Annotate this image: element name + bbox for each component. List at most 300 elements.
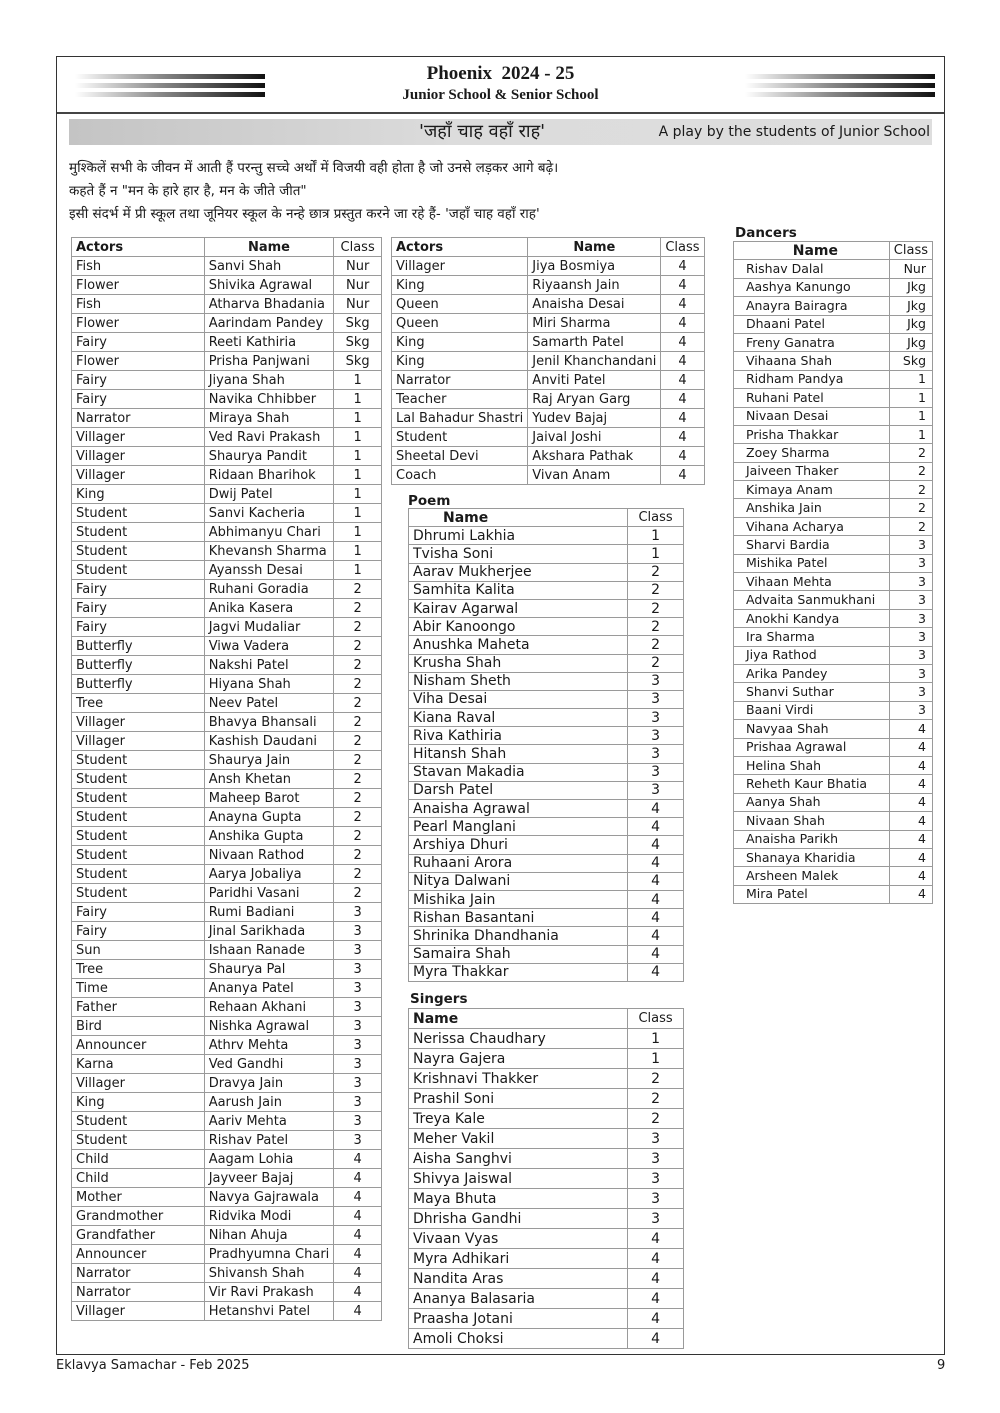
table-row — [409, 1329, 684, 1349]
table-row — [72, 713, 382, 732]
table-cell-col-class: 4 — [334, 1226, 382, 1245]
table-cell-d-class: Jkg — [889, 297, 932, 315]
table-row — [409, 890, 684, 908]
table-row — [734, 481, 933, 499]
table-row — [734, 444, 933, 462]
table-cell-d-name: Nivaan Desai — [734, 407, 890, 425]
table-cell-p-name: Pearl Manglani — [409, 818, 628, 836]
table-row — [409, 618, 684, 636]
table-row — [409, 1269, 684, 1289]
table-cell-p-name: Darsh Patel — [409, 781, 628, 799]
table-cell-p-class: 1 — [628, 545, 684, 563]
table-cell-col-name: Dwij Patel — [204, 485, 334, 504]
column-header-class: Class — [661, 238, 704, 257]
table-row — [72, 770, 382, 789]
table-cell-col-name: Nakshi Patel — [204, 656, 334, 675]
table-cell-col-role: Villager — [72, 1302, 205, 1321]
table-cell-p-name: Arshiya Dhuri — [409, 836, 628, 854]
table-cell-p-class: 2 — [628, 1089, 684, 1109]
table-cell-p-name: Samaira Shah — [409, 945, 628, 963]
table-cell-col-name: Athrv Mehta — [204, 1036, 334, 1055]
table-cell-col-class: 2 — [334, 713, 382, 732]
table-cell-d-class: 4 — [889, 793, 932, 811]
table-cell-col-role: Student — [72, 808, 205, 827]
table-cell-col-name: Jayveer Bajaj — [204, 1169, 334, 1188]
table-row — [409, 854, 684, 872]
table-cell-d-class: 4 — [889, 756, 932, 774]
table-cell-d-name: Shanaya Kharidia — [734, 848, 890, 866]
table-row — [409, 1249, 684, 1269]
table-cell-p-class: 1 — [628, 1049, 684, 1069]
table-cell-col-role: Karna — [72, 1055, 205, 1074]
table-cell-col-class: 1 — [334, 371, 382, 390]
play-title-hindi: 'जहाँ चाह वहाँ राह' — [419, 121, 546, 142]
table-cell-col-class: 2 — [334, 884, 382, 903]
table-row — [72, 1302, 382, 1321]
table-row — [72, 732, 382, 751]
table-cell-p-class: 3 — [628, 1129, 684, 1149]
table-header-row — [409, 1009, 684, 1029]
table-cell-col-role: Student — [72, 504, 205, 523]
table-cell-d-name: Ira Sharma — [734, 628, 890, 646]
table-cell-p-class: 3 — [628, 1189, 684, 1209]
table-cell-p-name: Aisha Sanghvi — [409, 1149, 628, 1169]
table-cell-col-class: Skg — [334, 333, 382, 352]
column-header-class: Class — [334, 238, 382, 257]
table-cell-col-class: 1 — [334, 390, 382, 409]
table-row — [72, 675, 382, 694]
table-cell-col-class: 4 — [661, 390, 704, 409]
table-row — [409, 581, 684, 599]
table-row — [409, 800, 684, 818]
table-row — [72, 1131, 382, 1150]
table-cell-col-class: 2 — [334, 618, 382, 637]
table-cell-col-class: 2 — [334, 599, 382, 618]
table-row — [72, 1112, 382, 1131]
table-cell-col-class: 3 — [334, 922, 382, 941]
table-cell-col-role: Queen — [392, 295, 528, 314]
singers-table — [408, 1008, 684, 1349]
table-cell-col-class: 4 — [661, 409, 704, 428]
table-cell-col-role: Student — [72, 523, 205, 542]
table-row — [392, 276, 705, 295]
table-cell-col-name: Miraya Shah — [204, 409, 334, 428]
table-header-row — [734, 242, 933, 260]
table-cell-col-role: Student — [72, 846, 205, 865]
table-cell-col-class: Nur — [334, 276, 382, 295]
table-row — [72, 295, 382, 314]
table-row — [734, 683, 933, 701]
table-cell-col-class: 1 — [334, 542, 382, 561]
table-cell-col-role: Fairy — [72, 333, 205, 352]
table-row — [734, 536, 933, 554]
table-row — [72, 1036, 382, 1055]
table-cell-col-role: Student — [72, 1112, 205, 1131]
table-cell-col-role: Narrator — [72, 409, 205, 428]
table-cell-d-class: 4 — [889, 885, 932, 903]
table-row — [72, 580, 382, 599]
table-cell-col-role: Narrator — [72, 1283, 205, 1302]
table-cell-col-name: Ishaan Ranade — [204, 941, 334, 960]
table-cell-col-role: Time — [72, 979, 205, 998]
table-cell-col-name: Aariv Mehta — [204, 1112, 334, 1131]
table-cell-p-class: 4 — [628, 1289, 684, 1309]
table-cell-col-name: Sanvi Shah — [204, 257, 334, 276]
table-cell-d-class: Jkg — [889, 278, 932, 296]
table-cell-p-class: 2 — [628, 563, 684, 581]
table-cell-p-name: Tvisha Soni — [409, 545, 628, 563]
page-header — [57, 57, 944, 114]
table-row — [72, 865, 382, 884]
table-cell-col-name: Vir Ravi Prakash — [204, 1283, 334, 1302]
table-row — [734, 278, 933, 296]
table-cell-col-class: 3 — [334, 1112, 382, 1131]
table-cell-col-name: Aagam Lohia — [204, 1150, 334, 1169]
table-row — [734, 333, 933, 351]
table-cell-p-name: Stavan Makadia — [409, 763, 628, 781]
table-cell-col-role: Lal Bahadur Shastri — [392, 409, 528, 428]
table-cell-p-name: Ananya Balasaria — [409, 1289, 628, 1309]
table-cell-d-class: 3 — [889, 646, 932, 664]
footer-publication: Eklavya Samachar - Feb 2025 — [56, 1358, 250, 1373]
table-row — [72, 618, 382, 637]
table-row — [734, 646, 933, 664]
table-row — [72, 637, 382, 656]
table-cell-p-name: Viha Desai — [409, 690, 628, 708]
table-cell-col-class: 1 — [334, 428, 382, 447]
table-cell-col-class: 3 — [334, 998, 382, 1017]
table-cell-col-name: Abhimanyu Chari — [204, 523, 334, 542]
table-row — [392, 428, 705, 447]
table-cell-col-class: 3 — [334, 979, 382, 998]
column-header-class: Class — [628, 509, 684, 527]
table-row — [734, 812, 933, 830]
table-cell-col-name: Maheep Barot — [204, 789, 334, 808]
table-cell-d-name: Anokhi Kandya — [734, 609, 890, 627]
table-row — [72, 960, 382, 979]
table-row — [72, 561, 382, 580]
table-row — [392, 333, 705, 352]
dancers-table — [733, 241, 933, 904]
table-cell-d-class: 3 — [889, 609, 932, 627]
table-cell-p-name: Praasha Jotani — [409, 1309, 628, 1329]
table-row — [734, 701, 933, 719]
table-cell-col-class: 3 — [334, 1074, 382, 1093]
table-cell-col-class: 1 — [334, 561, 382, 580]
table-cell-col-role: Fairy — [72, 580, 205, 599]
table-cell-col-name: Viwa Vadera — [204, 637, 334, 656]
table-cell-col-class: 3 — [334, 960, 382, 979]
table-row — [734, 297, 933, 315]
intro-line: कहते हैं न "मन के हारे हार है, मन के जीते जीत" — [69, 183, 307, 199]
table-cell-col-name: Kashish Daudani — [204, 732, 334, 751]
table-row — [392, 466, 705, 485]
table-cell-p-class: 3 — [628, 745, 684, 763]
table-row — [409, 1089, 684, 1109]
table-row — [734, 462, 933, 480]
table-cell-d-name: Vihana Acharya — [734, 517, 890, 535]
table-cell-p-name: Nitya Dalwani — [409, 872, 628, 890]
table-cell-col-role: Child — [72, 1169, 205, 1188]
table-cell-col-name: Rishav Patel — [204, 1131, 334, 1150]
table-cell-p-name: Ruhaani Arora — [409, 854, 628, 872]
table-cell-col-role: Butterfly — [72, 656, 205, 675]
table-row — [72, 447, 382, 466]
table-cell-p-name: Treya Kale — [409, 1109, 628, 1129]
table-row — [392, 390, 705, 409]
table-row — [409, 690, 684, 708]
table-cell-d-name: Anshika Jain — [734, 499, 890, 517]
table-cell-p-class: 1 — [628, 527, 684, 545]
table-cell-d-name: Advaita Sanmukhani — [734, 591, 890, 609]
table-cell-d-name: Nivaan Shah — [734, 812, 890, 830]
table-row — [409, 599, 684, 617]
table-cell-p-class: 2 — [628, 581, 684, 599]
table-row — [409, 836, 684, 854]
table-cell-col-class: 2 — [334, 694, 382, 713]
page-subtitle: Junior School & Senior School — [402, 87, 599, 103]
table-row — [409, 1209, 684, 1229]
table-row — [734, 720, 933, 738]
table-cell-d-name: Freny Ganatra — [734, 333, 890, 351]
table-cell-col-name: Ayanssh Desai — [204, 561, 334, 580]
table-cell-p-class: 3 — [628, 781, 684, 799]
table-cell-d-class: 2 — [889, 499, 932, 517]
table-cell-col-role: Villager — [72, 428, 205, 447]
table-cell-col-class: 2 — [334, 770, 382, 789]
table-cell-p-class: 4 — [628, 1249, 684, 1269]
table-cell-p-class: 2 — [628, 654, 684, 672]
table-row — [734, 867, 933, 885]
table-cell-col-class: 2 — [334, 865, 382, 884]
table-cell-p-class: 3 — [628, 727, 684, 745]
table-row — [72, 922, 382, 941]
table-row — [409, 563, 684, 581]
table-cell-d-class: 3 — [889, 701, 932, 719]
table-cell-col-role: Student — [72, 542, 205, 561]
table-cell-col-class: 2 — [334, 808, 382, 827]
table-row — [72, 979, 382, 998]
table-cell-col-name: Pradhyumna Chari — [204, 1245, 334, 1264]
table-cell-col-name: Shivansh Shah — [204, 1264, 334, 1283]
table-row — [409, 1049, 684, 1069]
table-row — [72, 599, 382, 618]
table-row — [392, 295, 705, 314]
table-cell-d-name: Ruhani Patel — [734, 389, 890, 407]
table-cell-d-class: 4 — [889, 830, 932, 848]
table-cell-col-class: 2 — [334, 732, 382, 751]
table-cell-p-class: 4 — [628, 927, 684, 945]
table-row — [392, 371, 705, 390]
table-cell-col-name: Jiyana Shah — [204, 371, 334, 390]
table-row — [72, 333, 382, 352]
table-row — [734, 425, 933, 443]
table-cell-col-name: Aarindam Pandey — [204, 314, 334, 333]
table-cell-col-role: Villager — [72, 447, 205, 466]
table-cell-col-class: 3 — [334, 1131, 382, 1150]
table-row — [409, 963, 684, 981]
table-row — [72, 257, 382, 276]
table-cell-p-class: 4 — [628, 1229, 684, 1249]
table-cell-col-class: 2 — [334, 656, 382, 675]
table-cell-col-class: 2 — [334, 580, 382, 599]
table-cell-d-name: Prisha Thakkar — [734, 425, 890, 443]
table-cell-col-name: Shaurya Pandit — [204, 447, 334, 466]
table-cell-p-class: 4 — [628, 1329, 684, 1349]
table-cell-d-name: Anayra Bairagra — [734, 297, 890, 315]
actors-table-1 — [71, 237, 382, 1321]
table-cell-col-class: 4 — [334, 1264, 382, 1283]
table-row — [72, 504, 382, 523]
table-cell-col-class: 4 — [661, 466, 704, 485]
table-cell-col-class: 3 — [334, 903, 382, 922]
table-row — [409, 745, 684, 763]
table-cell-p-name: Dhrisha Gandhi — [409, 1209, 628, 1229]
table-cell-d-name: Ridham Pandya — [734, 370, 890, 388]
table-cell-col-class: 4 — [661, 371, 704, 390]
table-row — [392, 447, 705, 466]
table-row — [409, 1309, 684, 1329]
table-cell-p-name: Abir Kanoongo — [409, 618, 628, 636]
table-cell-d-class: 3 — [889, 683, 932, 701]
table-cell-col-class: 2 — [334, 751, 382, 770]
table-cell-d-name: Dhaani Patel — [734, 315, 890, 333]
table-row — [409, 1229, 684, 1249]
table-row — [72, 1017, 382, 1036]
table-cell-col-name: Paridhi Vasani — [204, 884, 334, 903]
table-cell-col-name: Samarth Patel — [528, 333, 661, 352]
table-cell-col-role: Fish — [72, 295, 205, 314]
table-row — [734, 573, 933, 591]
table-cell-p-class: 4 — [628, 1309, 684, 1329]
table-cell-col-role: Fairy — [72, 922, 205, 941]
table-cell-d-class: 3 — [889, 664, 932, 682]
table-row — [72, 884, 382, 903]
table-cell-col-role: Fairy — [72, 390, 205, 409]
table-row — [72, 1264, 382, 1283]
table-row — [72, 314, 382, 333]
singers-section-label: Singers — [410, 991, 468, 1007]
table-cell-col-name: Jinal Sarikhada — [204, 922, 334, 941]
table-cell-p-class: 4 — [628, 890, 684, 908]
table-cell-col-name: Neev Patel — [204, 694, 334, 713]
table-cell-col-class: 4 — [661, 276, 704, 295]
table-row — [72, 1188, 382, 1207]
table-cell-p-name: Nisham Sheth — [409, 672, 628, 690]
table-row — [734, 554, 933, 572]
table-cell-col-role: Sheetal Devi — [392, 447, 528, 466]
table-cell-col-role: Student — [72, 770, 205, 789]
table-cell-col-class: 3 — [334, 1093, 382, 1112]
table-cell-col-name: Ansh Khetan — [204, 770, 334, 789]
table-row — [734, 628, 933, 646]
table-cell-d-name: Rishav Dalal — [734, 260, 890, 278]
table-cell-d-class: 3 — [889, 628, 932, 646]
table-cell-col-name: Nihan Ahuja — [204, 1226, 334, 1245]
table-row — [72, 276, 382, 295]
table-cell-col-name: Ved Ravi Prakash — [204, 428, 334, 447]
table-cell-col-name: Anayna Gupta — [204, 808, 334, 827]
table-cell-col-role: Announcer — [72, 1036, 205, 1055]
table-row — [72, 827, 382, 846]
table-cell-col-name: Sanvi Kacheria — [204, 504, 334, 523]
table-cell-col-role: Announcer — [72, 1245, 205, 1264]
table-row — [72, 352, 382, 371]
table-row — [409, 945, 684, 963]
table-cell-col-class: 4 — [661, 333, 704, 352]
table-cell-col-class: Nur — [334, 295, 382, 314]
table-cell-col-role: Student — [72, 884, 205, 903]
table-row — [72, 428, 382, 447]
table-cell-d-name: Baani Virdi — [734, 701, 890, 719]
table-cell-d-name: Sharvi Bardia — [734, 536, 890, 554]
table-cell-d-name: Navyaa Shah — [734, 720, 890, 738]
table-row — [392, 314, 705, 333]
table-cell-col-class: 3 — [334, 1017, 382, 1036]
table-cell-d-class: 4 — [889, 812, 932, 830]
table-cell-col-class: 1 — [334, 409, 382, 428]
table-cell-col-name: Shaurya Jain — [204, 751, 334, 770]
table-cell-col-name: Atharva Bhadania — [204, 295, 334, 314]
table-row — [734, 830, 933, 848]
table-cell-d-name: Kimaya Anam — [734, 481, 890, 499]
table-row — [72, 371, 382, 390]
table-cell-col-class: 4 — [334, 1188, 382, 1207]
table-cell-p-name: Dhrumi Lakhia — [409, 527, 628, 545]
table-cell-p-class: 3 — [628, 763, 684, 781]
page-frame — [56, 56, 945, 1355]
column-header-actors: Actors — [392, 238, 528, 257]
table-cell-col-name: Akshara Pathak — [528, 447, 661, 466]
table-row — [734, 885, 933, 903]
table-cell-p-name: Prashil Soni — [409, 1089, 628, 1109]
table-cell-col-role: Student — [72, 751, 205, 770]
table-cell-d-name: Helina Shah — [734, 756, 890, 774]
table-cell-d-name: Mira Patel — [734, 885, 890, 903]
table-cell-d-class: Jkg — [889, 315, 932, 333]
table-cell-d-class: 4 — [889, 720, 932, 738]
table-row — [734, 664, 933, 682]
table-row — [734, 848, 933, 866]
table-header-row — [72, 238, 382, 257]
table-cell-col-class: 4 — [661, 314, 704, 333]
table-cell-col-role: Narrator — [72, 1264, 205, 1283]
table-cell-col-class: 4 — [661, 257, 704, 276]
table-cell-col-role: Grandmother — [72, 1207, 205, 1226]
table-row — [72, 1207, 382, 1226]
table-cell-p-name: Samhita Kalita — [409, 581, 628, 599]
table-row — [72, 1074, 382, 1093]
table-row — [72, 789, 382, 808]
table-cell-col-class: 2 — [334, 846, 382, 865]
table-row — [72, 1226, 382, 1245]
table-cell-col-class: Nur — [334, 257, 382, 276]
table-row — [72, 1169, 382, 1188]
table-row — [734, 370, 933, 388]
table-cell-col-class: 4 — [334, 1302, 382, 1321]
table-cell-d-name: Arika Pandey — [734, 664, 890, 682]
table-cell-col-role: Student — [392, 428, 528, 447]
table-cell-d-name: Mishika Patel — [734, 554, 890, 572]
table-row — [72, 409, 382, 428]
table-cell-col-class: 4 — [334, 1169, 382, 1188]
table-cell-col-name: Navika Chhibber — [204, 390, 334, 409]
table-cell-p-name: Shivya Jaiswal — [409, 1169, 628, 1189]
table-cell-p-class: 2 — [628, 618, 684, 636]
table-cell-col-class: 3 — [334, 1055, 382, 1074]
table-cell-col-role: Fairy — [72, 371, 205, 390]
table-cell-col-name: Anshika Gupta — [204, 827, 334, 846]
